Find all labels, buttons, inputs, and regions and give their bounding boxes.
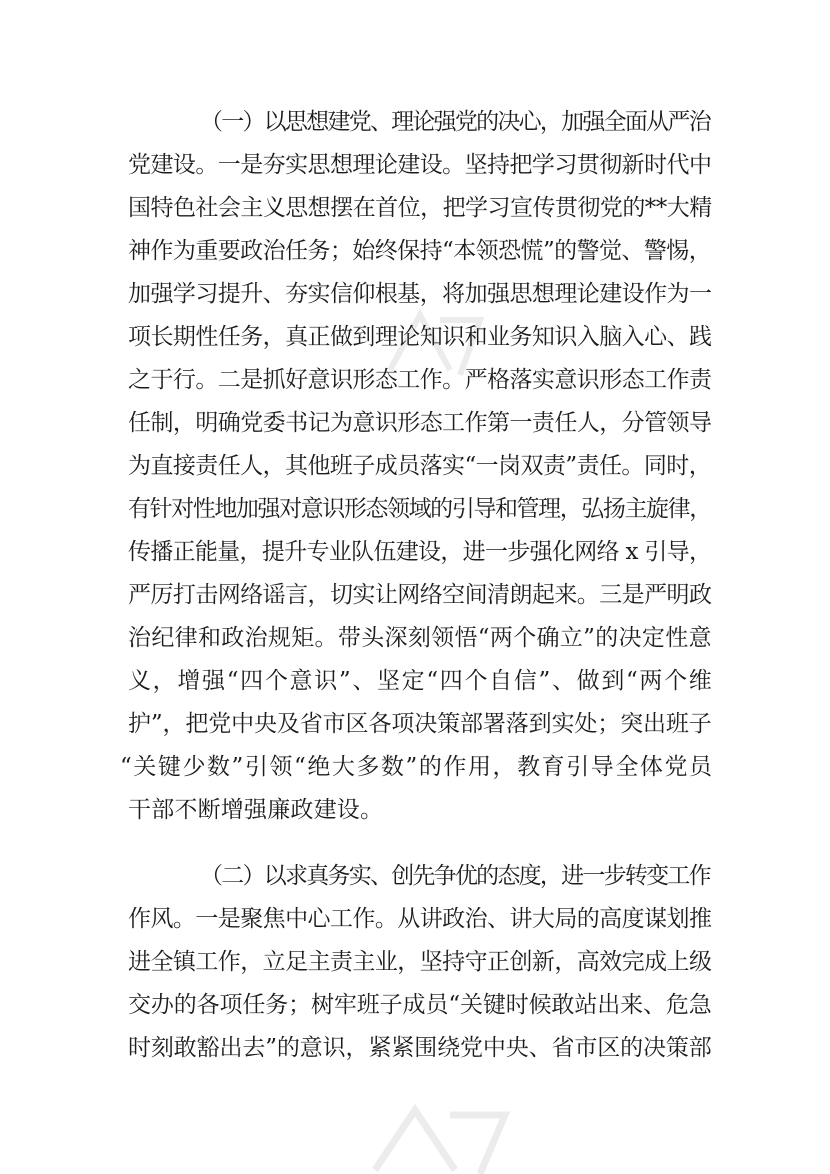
paragraph-line: 为直接责任人，其他班子成员落实“一岗双责”责任。同时， bbox=[128, 453, 712, 479]
paragraph-line: 党建设。一是夯实思想理论建设。坚持把学习贯彻新时代中 bbox=[128, 152, 712, 178]
paragraph-line: 之于行。二是抓好意识形态工作。严格落实意识形态工作责 bbox=[128, 367, 712, 393]
paragraph-line: 任制，明确党委书记为意识形态工作第一责任人，分管领导 bbox=[128, 410, 712, 436]
paragraph-line: 有针对性地加强对意识形态领域的引导和管理，弘扬主旋律， bbox=[128, 496, 711, 522]
paragraph-line: “关键少数”引领“绝大多数”的作用，教育引导全体党员 bbox=[120, 754, 714, 780]
paragraph-line: （二）以求真务实、创先争优的态度，进一步转变工作 bbox=[200, 863, 710, 889]
paragraph-line: 交办的各项任务；树牢班子成员“关键时候敢站出来、危急 bbox=[128, 992, 712, 1018]
paragraph-line: 严厉打击网络谣言，切实让网络空间清朗起来。三是严明政 bbox=[128, 582, 712, 608]
paragraph-line: 加强学习提升、夯实信仰根基，将加强思想理论建设作为一 bbox=[128, 281, 712, 307]
paragraph-line: 护”，把党中央及省市区各项决策部署落到实处；突出班子 bbox=[128, 711, 712, 737]
paragraph-line: 传播正能量，提升专业队伍建设，进一步强化网络 x 引导， bbox=[128, 539, 712, 565]
paragraph-line: 国特色社会主义思想摆在首位，把学习宣传贯彻党的**大精 bbox=[128, 195, 712, 221]
paragraph-line: 时刻敢豁出去”的意识，紧紧围绕党中央、省市区的决策部 bbox=[128, 1035, 712, 1061]
paragraph-line: 项长期性任务，真正做到理论知识和业务知识入脑入心、践 bbox=[128, 324, 712, 350]
paragraph-line: 作风。一是聚焦中心工作。从讲政治、讲大局的高度谋划推 bbox=[128, 906, 712, 932]
paragraph-line: 治纪律和政治规矩。带头深刻领悟“两个确立”的决定性意 bbox=[128, 625, 712, 651]
paragraph-line: 神作为重要政治任务；始终保持“本领恐慌”的警觉、警惕， bbox=[128, 238, 712, 264]
paragraph-line: 进全镇工作，立足主责主业，坚持守正创新，高效完成上级 bbox=[128, 949, 712, 975]
paragraph-line: （一）以思想建党、理论强党的决心，加强全面从严治 bbox=[200, 109, 710, 135]
paragraph-line: 干部不断增强廉政建设。 bbox=[128, 797, 384, 823]
paragraph-line: 义，增强“四个意识”、坚定“四个自信”、做到“两个维 bbox=[128, 668, 714, 694]
watermark-logo-bottom bbox=[360, 1090, 520, 1174]
